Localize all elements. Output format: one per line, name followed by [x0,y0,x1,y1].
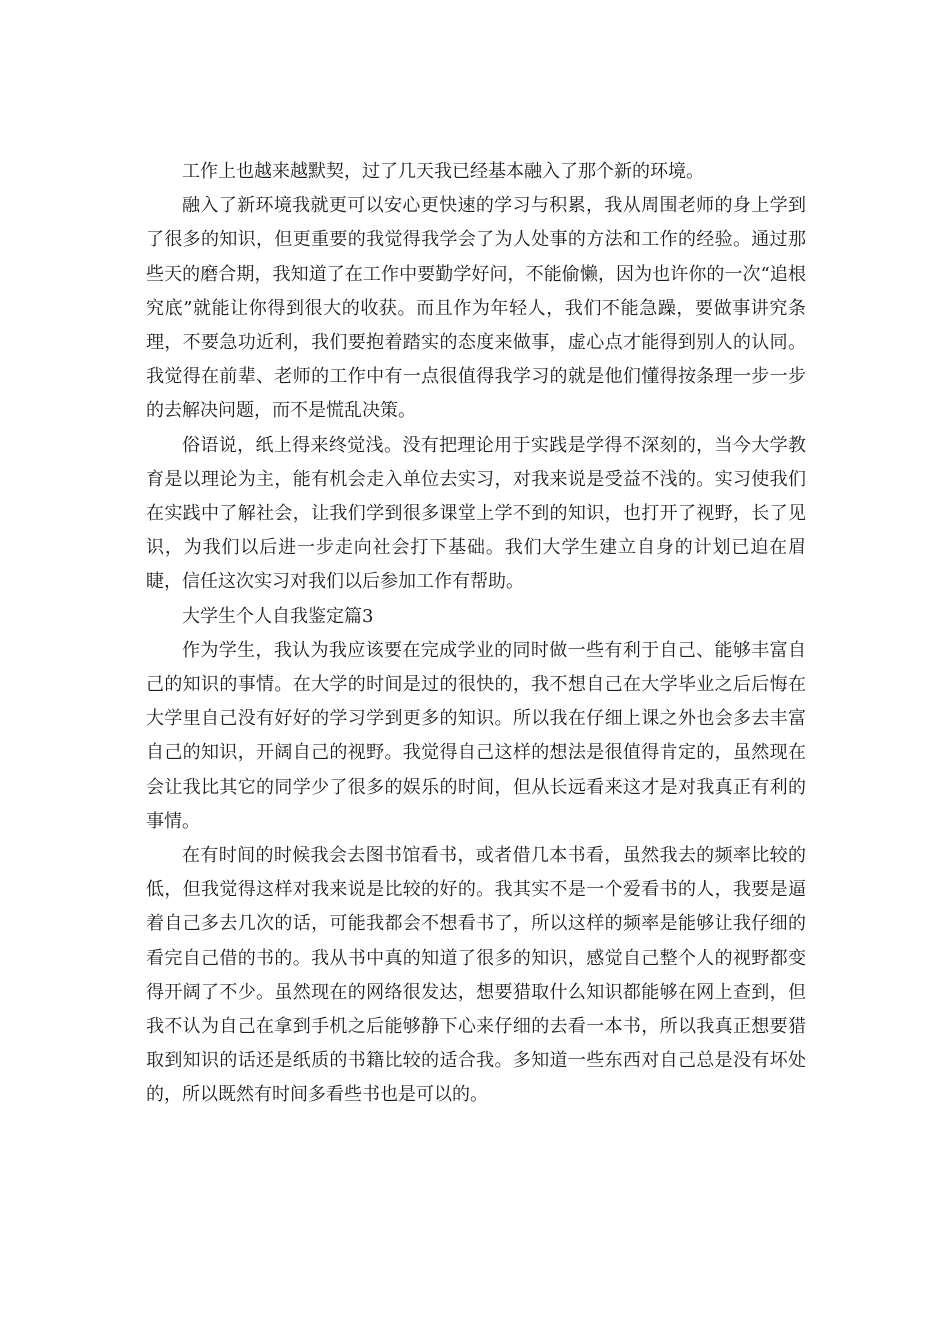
paragraph-5: 在有时间的时候我会去图书馆看书，或者借几本书看，虽然我去的频率比较的低，但我觉得这样对我来说是比较的好的。我其实不是一个爱看书的人，我要是逼着自己多去几次的话，可能我都会不想看书了，所以这样的频率是能够让我仔细的看完自己借的书的。我从书中真的知道了很多的知识，感觉自己整个人的视野都变得开阔了不少。虽然现在的网络很发达，想要猎取什么知识都能够在网上查到，但我不认为自己在拿到手机之后能够静下心来仔细的去看一本书，所以我真正想要猎取到知识的话还是纸质的书籍比较的适合我。多知道一些东西对自己总是没有坏处的，所以既然有时间多看些书也是可以的。 [146,845,806,1106]
document-page [146,155,806,1113]
paragraph-2: 融入了新环境我就更可以安心更快速的学习与积累，我从周围老师的身上学到了很多的知识，但更重要的我觉得我学会了为人处事的方法和工作的经验。通过那些天的磨合期，我知道了在工作中要勤学好问，不能偷懒，因为也许你的一次“追根究底”就能让你得到很大的收获。而且作为年轻人，我们不能急躁，要做事讲究条理，不要急功近利，我们要抱着踏实的态度来做事，虚心点才能得到别人的认同。我觉得在前辈、老师的工作中有一点很值得我学习的就是他们懂得按条理一步一步的去解决问题，而不是慌乱决策。 [146,195,806,422]
paragraph-4: 作为学生，我认为我应该要在完成学业的同时做一些有利于自己、能够丰富自己的知识的事情。在大学的时间是过的很快的，我不想自己在大学毕业之后后悔在大学里自己没有好好的学习学到更多的知识。所以我在仔细上课之外也会多去丰富自己的知识，开阔自己的视野。我觉得自己这样的想法是很值得肯定的，虽然现在会让我比其它的同学少了很多的娱乐的时间，但从长远看来这才是对我真正有利的事情。 [146,639,806,832]
paragraph-3: 俗语说，纸上得来终觉浅。没有把理论用于实践是学得不深刻的，当今大学教育是以理论为主，能有机会走入单位去实习，对我来说是受益不浅的。实习使我们在实践中了解社会，让我们学到很多课堂上学不到的知识，也打开了视野，长了见识，为我们以后进一步走向社会打下基础。我们大学生建立自身的计划已迫在眉睫，信任这次实习对我们以后参加工作有帮助。 [146,434,806,593]
section-heading: 大学生个人自我鉴定篇3 [182,605,374,627]
paragraph-1: 工作上也越来越默契，过了几天我已经基本融入了那个新的环境。 [182,161,704,182]
